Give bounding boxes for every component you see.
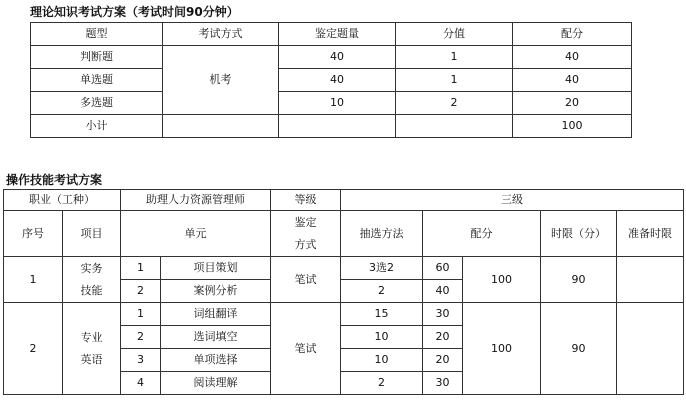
header-points: 配分 [423,211,541,257]
points-cell: 20 [513,92,632,115]
skills-exam-title: 操作技能考试方案 [6,173,103,187]
subtotal-label: 小计 [31,115,163,138]
item-line2: 技能 [80,283,103,297]
prep-cell [617,257,684,303]
count-cell: 40 [279,46,396,69]
selection-cell: 2 [341,372,423,395]
level-label: 等级 [271,190,341,211]
header-cell: 考试方式 [163,23,279,46]
item-line2: 英语 [80,352,103,366]
selection-cell: 2 [341,280,423,303]
score-cell: 1 [396,69,513,92]
unit-name-cell: 选词填空 [161,326,271,349]
theory-exam-title: 理论知识考试方案（考试时间90分钟） [30,5,239,19]
method-cell: 笔试 [271,303,341,395]
skills-exam-table [3,189,684,395]
unit-name-cell: 词组翻译 [161,303,271,326]
unit-no-cell: 1 [121,257,161,280]
unit-points-cell: 20 [423,349,463,372]
header-cell: 题型 [31,23,163,46]
header-unit: 单元 [121,211,271,257]
unit-no-cell: 1 [121,303,161,326]
occupation-label: 职业（工种） [4,190,121,211]
question-type-cell: 单选题 [31,69,163,92]
occupation-value: 助理人力资源管理师 [121,190,271,211]
theory-exam-table [30,22,632,138]
seq-cell: 2 [4,303,63,395]
time-cell: 90 [541,257,617,303]
unit-name-cell: 项目策划 [161,257,271,280]
unit-no-cell: 3 [121,349,161,372]
unit-points-cell: 30 [423,303,463,326]
subtotal-points: 100 [513,115,632,138]
header-cell: 分值 [396,23,513,46]
time-cell: 90 [541,303,617,395]
occupation-row [4,190,684,211]
table-row [31,92,632,115]
question-type-cell: 多选题 [31,92,163,115]
exam-method-cell: 机考 [163,46,279,115]
count-cell: 10 [279,92,396,115]
total-points-cell: 100 [463,303,541,395]
header-prep: 准备时限 [617,211,684,257]
points-cell: 40 [513,46,632,69]
total-points-cell: 100 [463,257,541,303]
count-cell: 40 [279,69,396,92]
header-time: 时限（分） [541,211,617,257]
unit-points-cell: 20 [423,326,463,349]
unit-no-cell: 2 [121,280,161,303]
header-method-line1: 鉴定 [294,215,317,229]
empty-cell [163,115,279,138]
question-type-cell: 判断题 [31,46,163,69]
unit-no-cell: 2 [121,326,161,349]
level-value: 三级 [341,190,684,211]
selection-cell: 15 [341,303,423,326]
header-method-line2: 方式 [294,237,317,251]
subtotal-row [31,115,632,138]
header-seq: 序号 [4,211,63,257]
selection-cell: 10 [341,326,423,349]
method-cell: 笔试 [271,257,341,303]
table-row [31,69,632,92]
item-line1: 实务 [80,261,103,275]
empty-cell [279,115,396,138]
selection-cell: 3选2 [341,257,423,280]
header-cell: 鉴定题量 [279,23,396,46]
unit-points-cell: 30 [423,372,463,395]
table-header-row [31,23,632,46]
selection-cell: 10 [341,349,423,372]
table-row [4,303,684,326]
header-cell: 配分 [513,23,632,46]
unit-name-cell: 阅读理解 [161,372,271,395]
table-header-row [4,211,684,257]
seq-cell: 1 [4,257,63,303]
score-cell: 2 [396,92,513,115]
points-cell: 40 [513,69,632,92]
unit-no-cell: 4 [121,372,161,395]
item-cell [63,303,121,395]
unit-name-cell: 案例分析 [161,280,271,303]
unit-name-cell: 单项选择 [161,349,271,372]
table-row [4,257,684,280]
table-row [31,46,632,69]
header-selection: 抽选方法 [341,211,423,257]
empty-cell [396,115,513,138]
unit-points-cell: 40 [423,280,463,303]
prep-cell [617,303,684,395]
item-line1: 专业 [80,330,103,344]
score-cell: 1 [396,46,513,69]
item-cell [63,257,121,303]
header-item: 项目 [63,211,121,257]
unit-points-cell: 60 [423,257,463,280]
header-method [271,211,341,257]
